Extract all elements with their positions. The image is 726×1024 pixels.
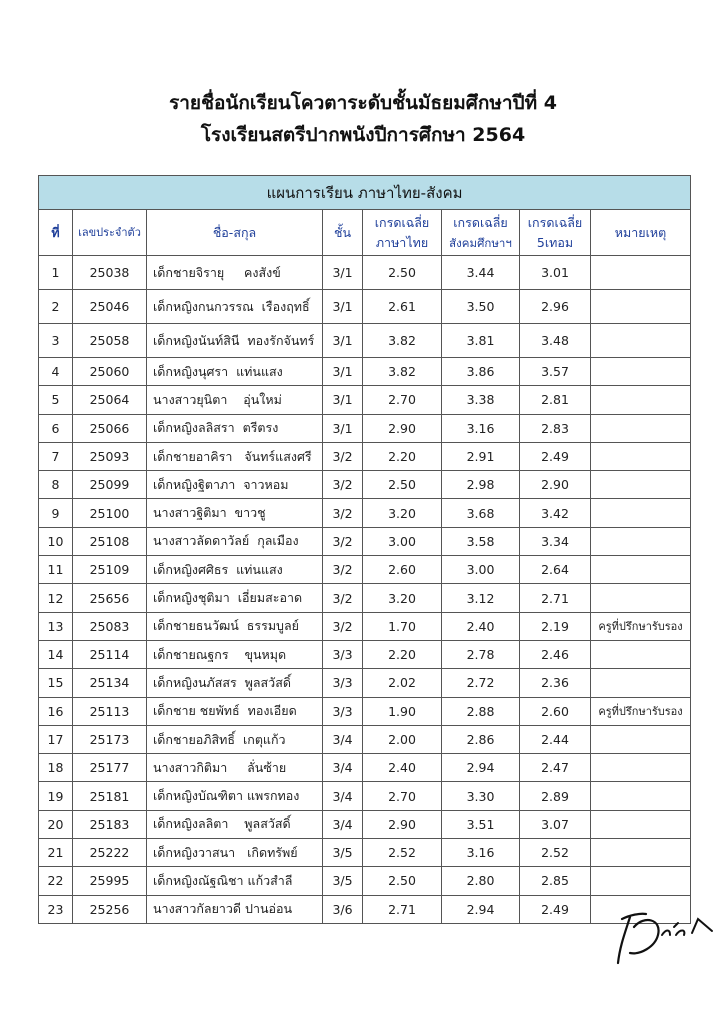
thai-gpa-cell: 2.90 [363, 810, 442, 838]
header-thai-gpa [363, 210, 442, 256]
student-id-cell: 25256 [73, 895, 147, 923]
gpa-5-term-cell: 3.01 [520, 256, 591, 290]
table-row [39, 556, 691, 584]
row-number-cell: 16 [39, 697, 73, 725]
student-name-cell: เด็กหญิงลลิสรา ตรีตรง [147, 414, 323, 442]
social-gpa-cell: 3.00 [442, 556, 520, 584]
gpa-5-term-cell: 3.34 [520, 527, 591, 555]
student-name-cell: นางสาวกิติมา ลั่นซ้าย [147, 754, 323, 782]
class-cell: 3/1 [323, 324, 363, 358]
student-name-cell: เด็กหญิงกนกวรรณ เรืองฤทธิ์ [147, 290, 323, 324]
row-number-cell: 10 [39, 527, 73, 555]
header-student-id: เลขประจำตัว [73, 210, 147, 256]
class-cell: 3/2 [323, 499, 363, 527]
social-gpa-cell: 3.16 [442, 839, 520, 867]
table-row [39, 669, 691, 697]
student-id-cell: 25064 [73, 386, 147, 414]
header-thai-gpa-line1: เกรดเฉลี่ย [374, 214, 430, 230]
remark-cell [591, 556, 691, 584]
student-name-cell: เด็กหญิงนภัสสร พูลสวัสดิ์ [147, 669, 323, 697]
student-id-cell: 25222 [73, 839, 147, 867]
remark-cell [591, 669, 691, 697]
student-id-cell: 25046 [73, 290, 147, 324]
gpa-5-term-cell: 3.42 [520, 499, 591, 527]
class-cell: 3/5 [323, 867, 363, 895]
remark-cell [591, 810, 691, 838]
student-id-cell: 25177 [73, 754, 147, 782]
header-social-gpa [442, 210, 520, 256]
student-name-cell: นางสาวกัลยาวดี ปานอ่อน [147, 895, 323, 923]
student-name-cell: เด็กหญิงชุติมา เอี่ยมสะอาด [147, 584, 323, 612]
student-id-cell: 25108 [73, 527, 147, 555]
table-row [39, 839, 691, 867]
thai-gpa-cell: 2.50 [363, 256, 442, 290]
social-gpa-cell: 3.30 [442, 782, 520, 810]
remark-cell [591, 640, 691, 668]
gpa-5-term-cell: 2.46 [520, 640, 591, 668]
thai-gpa-cell: 2.70 [363, 782, 442, 810]
social-gpa-cell: 2.98 [442, 471, 520, 499]
social-gpa-cell: 3.38 [442, 386, 520, 414]
student-id-cell: 25173 [73, 725, 147, 753]
social-gpa-cell: 3.86 [442, 358, 520, 386]
row-number-cell: 21 [39, 839, 73, 867]
thai-gpa-cell: 2.90 [363, 414, 442, 442]
class-cell: 3/2 [323, 556, 363, 584]
signature [600, 905, 720, 970]
class-cell: 3/4 [323, 782, 363, 810]
row-number-cell: 6 [39, 414, 73, 442]
student-name-cell: เด็กชายอาคิรา จันทร์แสงศรี [147, 442, 323, 470]
class-cell: 3/3 [323, 640, 363, 668]
student-id-cell: 25100 [73, 499, 147, 527]
student-id-cell: 25181 [73, 782, 147, 810]
table-row [39, 499, 691, 527]
student-id-cell: 25109 [73, 556, 147, 584]
table-row [39, 725, 691, 753]
table-row [39, 612, 691, 640]
remark-cell [591, 471, 691, 499]
remark-cell [591, 358, 691, 386]
thai-gpa-cell: 1.70 [363, 612, 442, 640]
student-name-cell: เด็กชาย ชยพัทธ์ ทองเอียด [147, 697, 323, 725]
student-id-cell: 25134 [73, 669, 147, 697]
student-id-cell: 25113 [73, 697, 147, 725]
table-row [39, 324, 691, 358]
gpa-5-term-cell: 2.64 [520, 556, 591, 584]
student-id-cell: 25093 [73, 442, 147, 470]
social-gpa-cell: 2.78 [442, 640, 520, 668]
table-row [39, 782, 691, 810]
gpa-5-term-cell: 3.07 [520, 810, 591, 838]
thai-gpa-cell: 2.52 [363, 839, 442, 867]
thai-gpa-cell: 3.82 [363, 324, 442, 358]
gpa-5-term-cell: 2.89 [520, 782, 591, 810]
student-id-cell: 25038 [73, 256, 147, 290]
remark-cell [591, 256, 691, 290]
header-name: ชื่อ-สกุล [147, 210, 323, 256]
thai-gpa-cell: 2.40 [363, 754, 442, 782]
header-remark: หมายเหตุ [591, 210, 691, 256]
table-row [39, 640, 691, 668]
thai-gpa-cell: 2.50 [363, 867, 442, 895]
social-gpa-cell: 3.44 [442, 256, 520, 290]
student-name-cell: เด็กชายอภิสิทธิ์ เกตุแก้ว [147, 725, 323, 753]
header-no: ที่ [39, 210, 73, 256]
student-name-cell: เด็กชายจิรายุ คงสังข์ [147, 256, 323, 290]
class-cell: 3/1 [323, 256, 363, 290]
remark-cell: ครูที่ปรึกษารับรอง [591, 612, 691, 640]
row-number-cell: 12 [39, 584, 73, 612]
class-cell: 3/4 [323, 754, 363, 782]
class-cell: 3/2 [323, 527, 363, 555]
class-cell: 3/1 [323, 386, 363, 414]
remark-cell [591, 725, 691, 753]
table-row [39, 810, 691, 838]
social-gpa-cell: 3.58 [442, 527, 520, 555]
gpa-5-term-cell: 2.60 [520, 697, 591, 725]
table-row [39, 442, 691, 470]
student-name-cell: เด็กหญิงวาสนา เกิดทรัพย์ [147, 839, 323, 867]
header-5term-gpa [520, 210, 591, 256]
row-number-cell: 8 [39, 471, 73, 499]
row-number-cell: 3 [39, 324, 73, 358]
row-number-cell: 15 [39, 669, 73, 697]
row-number-cell: 20 [39, 810, 73, 838]
social-gpa-cell: 2.80 [442, 867, 520, 895]
thai-gpa-cell: 3.82 [363, 358, 442, 386]
thai-gpa-cell: 2.61 [363, 290, 442, 324]
social-gpa-cell: 2.40 [442, 612, 520, 640]
row-number-cell: 1 [39, 256, 73, 290]
row-number-cell: 13 [39, 612, 73, 640]
class-cell: 3/2 [323, 471, 363, 499]
thai-gpa-cell: 2.50 [363, 471, 442, 499]
gpa-5-term-cell: 3.57 [520, 358, 591, 386]
row-number-cell: 17 [39, 725, 73, 753]
class-cell: 3/6 [323, 895, 363, 923]
thai-gpa-cell: 3.20 [363, 584, 442, 612]
thai-gpa-cell: 2.70 [363, 386, 442, 414]
class-cell: 3/5 [323, 839, 363, 867]
social-gpa-cell: 3.68 [442, 499, 520, 527]
remark-cell [591, 324, 691, 358]
social-gpa-cell: 3.81 [442, 324, 520, 358]
gpa-5-term-cell: 2.49 [520, 442, 591, 470]
document-title: รายชื่อนักเรียนโควตาระดับชั้นมัธยมศึกษาปีที่ 4 [169, 92, 557, 114]
student-quota-table [38, 175, 691, 924]
gpa-5-term-cell: 2.19 [520, 612, 591, 640]
class-cell: 3/3 [323, 669, 363, 697]
class-cell: 3/2 [323, 442, 363, 470]
gpa-5-term-cell: 2.90 [520, 471, 591, 499]
student-name-cell: เด็กหญิงลลิตา พูลสวัสดิ์ [147, 810, 323, 838]
row-number-cell: 4 [39, 358, 73, 386]
social-gpa-cell: 2.72 [442, 669, 520, 697]
social-gpa-cell: 2.86 [442, 725, 520, 753]
header-social-gpa-line2: สังคมศึกษาฯ [449, 235, 512, 250]
table-row [39, 754, 691, 782]
remark-cell [591, 782, 691, 810]
student-name-cell: นางสาวยุนิตา อุ่นใหม่ [147, 386, 323, 414]
header-thai-gpa-line2: ภาษาไทย [375, 234, 429, 250]
class-cell: 3/1 [323, 358, 363, 386]
gpa-5-term-cell: 2.96 [520, 290, 591, 324]
remark-cell [591, 414, 691, 442]
class-cell: 3/2 [323, 584, 363, 612]
table-row [39, 527, 691, 555]
student-name-cell: เด็กหญิงนุศรา แท่นแสง [147, 358, 323, 386]
table-row [39, 697, 691, 725]
class-cell: 3/4 [323, 810, 363, 838]
student-name-cell: เด็กหญิงนันท์สินี ทองรักจันทร์ [147, 324, 323, 358]
row-number-cell: 19 [39, 782, 73, 810]
social-gpa-cell: 2.88 [442, 697, 520, 725]
student-name-cell: เด็กหญิงบัณฑิตา แพรกทอง [147, 782, 323, 810]
thai-gpa-cell: 3.20 [363, 499, 442, 527]
social-gpa-cell: 2.94 [442, 754, 520, 782]
row-number-cell: 11 [39, 556, 73, 584]
class-cell: 3/2 [323, 612, 363, 640]
remark-cell [591, 499, 691, 527]
class-cell: 3/4 [323, 725, 363, 753]
row-number-cell: 2 [39, 290, 73, 324]
table-row [39, 895, 691, 923]
remark-cell [591, 442, 691, 470]
remark-cell [591, 839, 691, 867]
social-gpa-cell: 3.51 [442, 810, 520, 838]
table-row [39, 256, 691, 290]
row-number-cell: 18 [39, 754, 73, 782]
remark-cell: ครูที่ปรึกษารับรอง [591, 697, 691, 725]
student-id-cell: 25099 [73, 471, 147, 499]
table-row [39, 386, 691, 414]
table-row [39, 358, 691, 386]
student-name-cell: นางสาวลัดดาวัลย์ กุลเมือง [147, 527, 323, 555]
social-gpa-cell: 2.94 [442, 895, 520, 923]
table-row [39, 290, 691, 324]
header-5term-gpa-line2: 5เทอม [536, 234, 574, 250]
class-cell: 3/3 [323, 697, 363, 725]
table-row [39, 867, 691, 895]
row-number-cell: 22 [39, 867, 73, 895]
student-id-cell: 25058 [73, 324, 147, 358]
gpa-5-term-cell: 2.83 [520, 414, 591, 442]
row-number-cell: 9 [39, 499, 73, 527]
remark-cell [591, 527, 691, 555]
gpa-5-term-cell: 2.81 [520, 386, 591, 414]
student-id-cell: 25066 [73, 414, 147, 442]
social-gpa-cell: 3.16 [442, 414, 520, 442]
student-name-cell: เด็กชายธนวัฒน์ ธรรมบูลย์ [147, 612, 323, 640]
student-name-cell: เด็กชายณฐกร ขุนหมุด [147, 640, 323, 668]
thai-gpa-cell: 2.00 [363, 725, 442, 753]
table-row [39, 471, 691, 499]
remark-cell [591, 867, 691, 895]
gpa-5-term-cell: 2.47 [520, 754, 591, 782]
header-social-gpa-line1: เกรดเฉลี่ย [453, 214, 508, 230]
row-number-cell: 5 [39, 386, 73, 414]
header-5term-gpa-line1: เกรดเฉลี่ย [527, 214, 583, 230]
gpa-5-term-cell: 2.71 [520, 584, 591, 612]
row-number-cell: 23 [39, 895, 73, 923]
student-id-cell: 25114 [73, 640, 147, 668]
class-cell: 3/1 [323, 290, 363, 324]
thai-gpa-cell: 3.00 [363, 527, 442, 555]
remark-cell [591, 584, 691, 612]
thai-gpa-cell: 2.20 [363, 442, 442, 470]
gpa-5-term-cell: 2.36 [520, 669, 591, 697]
table-row [39, 584, 691, 612]
table-body [39, 256, 691, 924]
thai-gpa-cell: 1.90 [363, 697, 442, 725]
gpa-5-term-cell: 2.44 [520, 725, 591, 753]
remark-cell [591, 754, 691, 782]
remark-cell [591, 386, 691, 414]
student-id-cell: 25083 [73, 612, 147, 640]
gpa-5-term-cell: 2.49 [520, 895, 591, 923]
student-id-cell: 25060 [73, 358, 147, 386]
student-id-cell: 25995 [73, 867, 147, 895]
social-gpa-cell: 3.12 [442, 584, 520, 612]
student-name-cell: เด็กหญิงณัฐณิชา แก้วสำลี [147, 867, 323, 895]
student-id-cell: 25183 [73, 810, 147, 838]
student-name-cell: เด็กหญิงศศิธร แท่นแสง [147, 556, 323, 584]
table-row [39, 414, 691, 442]
social-gpa-cell: 2.91 [442, 442, 520, 470]
remark-cell [591, 290, 691, 324]
gpa-5-term-cell: 2.85 [520, 867, 591, 895]
social-gpa-cell: 3.50 [442, 290, 520, 324]
row-number-cell: 14 [39, 640, 73, 668]
student-name-cell: นางสาวฐิติมา ขาวชู [147, 499, 323, 527]
thai-gpa-cell: 2.20 [363, 640, 442, 668]
student-name-cell: เด็กหญิงฐิตาภา จาวหอม [147, 471, 323, 499]
thai-gpa-cell: 2.60 [363, 556, 442, 584]
study-program-header: แผนการเรียน ภาษาไทย-สังคม [39, 176, 691, 210]
gpa-5-term-cell: 2.52 [520, 839, 591, 867]
gpa-5-term-cell: 3.48 [520, 324, 591, 358]
header-class: ชั้น [323, 210, 363, 256]
school-year-subtitle: โรงเรียนสตรีปากพนังปีการศึกษา 2564 [200, 124, 526, 146]
row-number-cell: 7 [39, 442, 73, 470]
thai-gpa-cell: 2.02 [363, 669, 442, 697]
class-cell: 3/1 [323, 414, 363, 442]
thai-gpa-cell: 2.71 [363, 895, 442, 923]
student-id-cell: 25656 [73, 584, 147, 612]
